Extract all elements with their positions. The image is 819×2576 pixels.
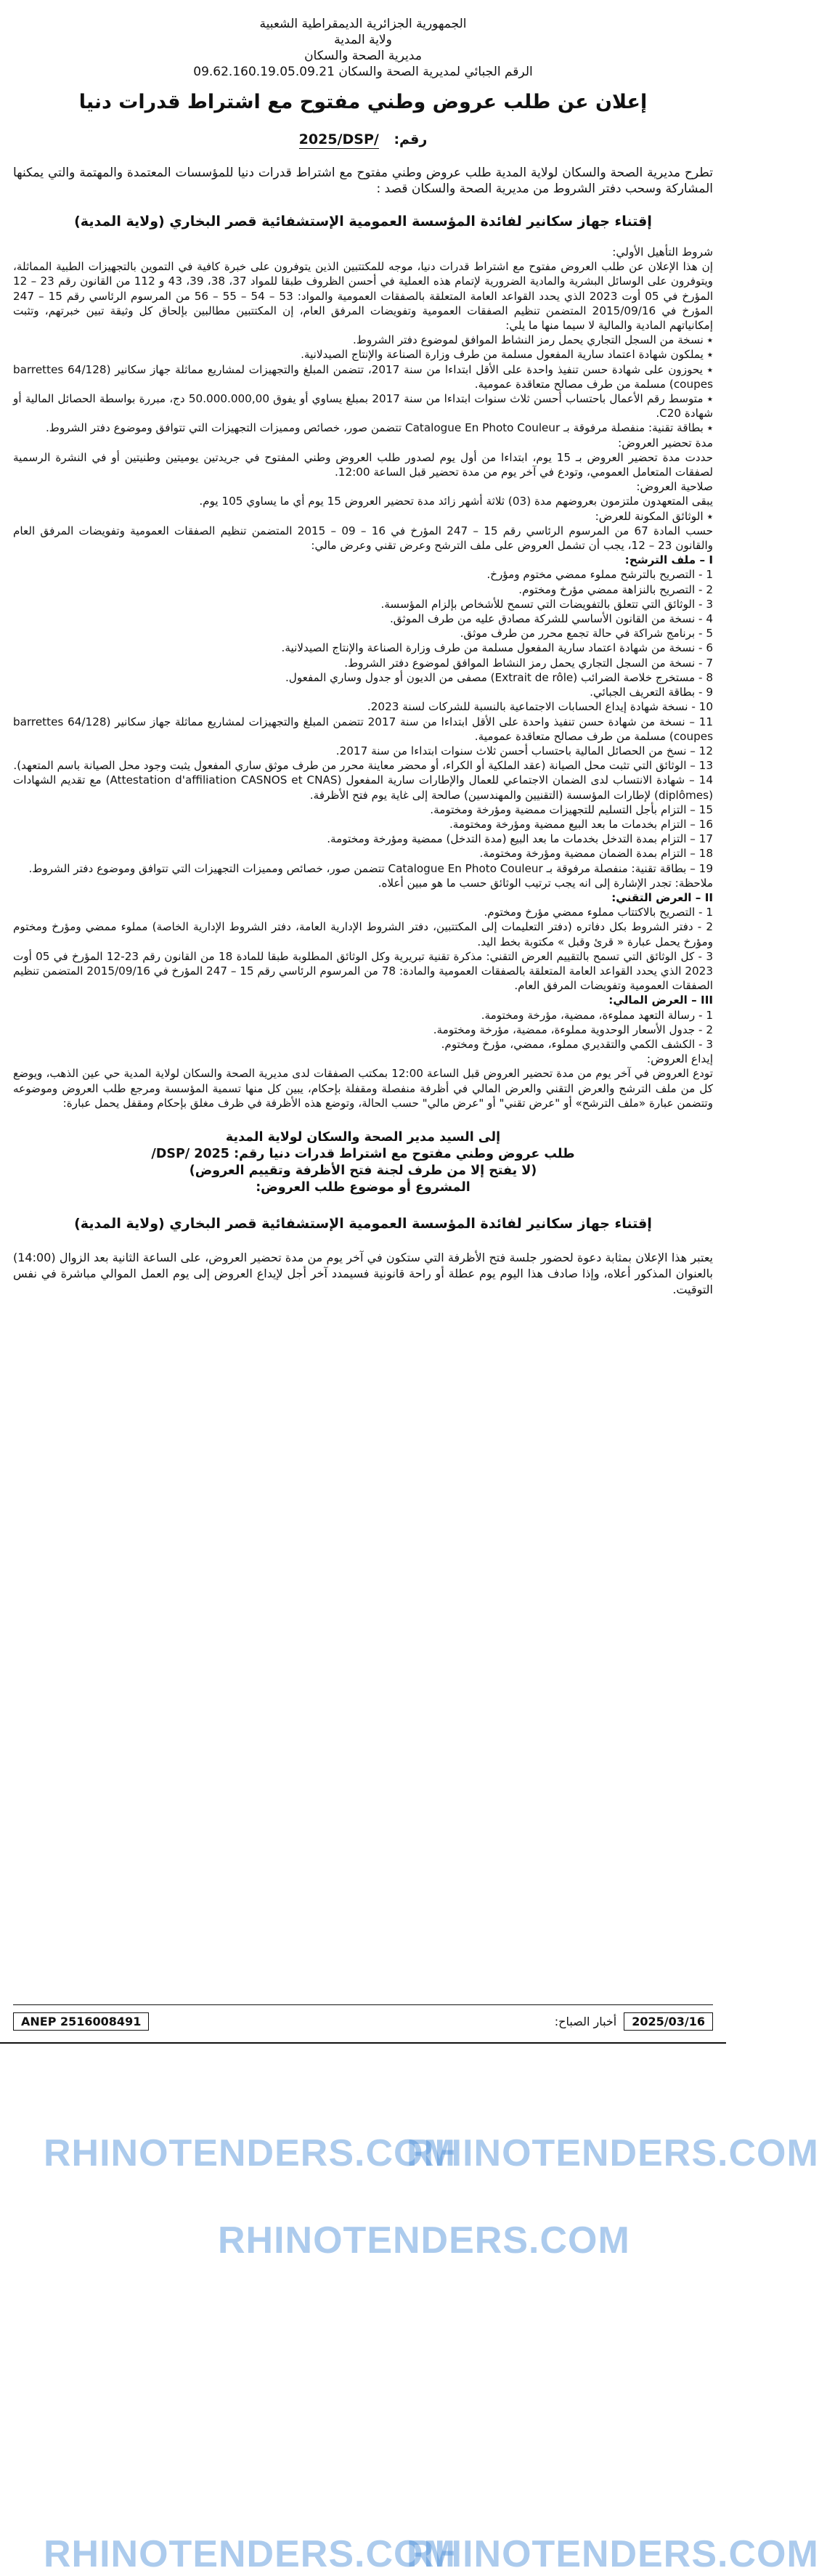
anep-number: ANEP 2516008491 — [13, 2012, 149, 2031]
publication-footer — [13, 2004, 713, 2037]
section-paragraph: 8 - مستخرج خلاصة الضرائب (Extrait de rôle) مصفى من الديون أو جدول وساري المفعول. — [285, 670, 713, 684]
section-paragraph: حسب المادة 67 من المرسوم الرئاسي رقم 15 – 247 المؤرخ في 16 – 09 – 2015 المتضمن تنظيم الصفقات العمومية وتفويضات المرفق العام والقانون 23 – 12، يجب أن تشمل العروض على ملف الترشح وعرض تقني وعرض مالي: — [13, 524, 714, 553]
intro-paragraph: تطرح مديرية الصحة والسكان لولاية المدية طلب عروض وطني مفتوح مع اشتراط قدرات دنيا للمؤسسات المعتمدة والمهتمة والتي يمكنها المشاركة وسحب دفتر الشروط من مديرية الصحة والسكان قصد : — [13, 166, 713, 196]
watermark-text: RHINOTENDERS.COM — [218, 2219, 630, 2262]
section-paragraph: 2 - جدول الأسعار الوحدوية مملوءة، ممضية، مؤرخة ومختومة. — [433, 1023, 713, 1036]
section-heading: ٭ الوثائق المكونة للعرض: — [595, 509, 713, 523]
section-paragraph: حددت مدة تحضير العروض بـ 15 يوم، ابتداءا من أول يوم لصدور طلب العروض وطني المفتوح في جريدتين يوميتين وطنيتين أو في النشرة الرسمية لصفقات المتعامل العمومي، وتودع في آخر يوم من مدة تحضير قبل الساعة 12:00. — [13, 450, 713, 479]
section-paragraph: 19 – بطاقة تقنية: منفصلة مرفوقة بـ Catalogue En Photo Couleur تتضمن صور، خصائص ومميزات التجهيزات التي تتوافق وموضوع دفتر الشروط. — [28, 861, 713, 875]
section-paragraph: ٭ بطاقة تقنية: منفصلة مرفوقة بـ Catalogue En Photo Couleur تتضمن صور، خصائص ومميزات التجهيزات التي تتوافق وموضوع دفتر الشروط. — [45, 421, 713, 435]
watermark-text: RHINOTENDERS.COM — [407, 2132, 819, 2174]
section-paragraph: 9 - بطاقة التعريف الجبائي. — [590, 686, 713, 699]
envelope-address — [13, 1129, 713, 1196]
section-paragraph: 2 - دفتر الشروط بكل دفاتره (دفتر التعليمات إلى المكتتبين، دفتر الشروط الإدارية العامة، دفتر الشروط الإدارية الخاصة) مملوء ممضي ومؤرخ ومختوم ومؤرخ يحمل عبارة « قرئ وقبل » مكتوبة بخط اليد. — [13, 920, 713, 948]
publication-date: 2025/03/16 — [624, 2012, 713, 2031]
notice-title: إعلان عن طلب عروض وطني مفتوح مع اشتراط قدرات دنيا — [78, 91, 648, 113]
section-paragraph: ملاحظة: تجدر الإشارة إلى انه يجب ترتيب الوثائق حسب ما هو مبين أعلاه. — [378, 876, 713, 890]
section-paragraph: 7 - نسخة من السجل التجاري يحمل رمز النشاط الموافق لموضوع دفتر الشروط. — [344, 656, 713, 670]
section-paragraph: 4 - نسخة من القانون الأساسي للشركة مصادق عليه من طرف الموثق. — [389, 612, 713, 626]
address-line-1: إلى السيد مدير الصحة والسكان لولاية المدية — [225, 1129, 501, 1145]
newspaper-name: أخبار الصباح: — [554, 2014, 617, 2028]
section-paragraph: ٭ يملكون شهادة اعتماد سارية المفعول مسلمة من طرف وزارة الصناعة والإنتاج الصيدلانية. — [301, 348, 713, 362]
section-paragraph: 2 - التصريح بالنزاهة ممضي مؤرخ ومختوم. — [518, 582, 713, 596]
issuer-header — [13, 16, 713, 80]
section-paragraph: يبقى المتعهدون ملتزمون بعروضهم مدة (03) ثلاثة أشهر زائد مدة تحضير العروض 15 يوم أي ما يساوي 105 يوم. — [199, 495, 713, 508]
section-paragraph: ٭ نسخة من السجل التجاري يحمل رمز النشاط الموافق لموضوع دفتر الشروط. — [352, 333, 713, 347]
section-heading: شروط التأهيل الأولي: — [612, 245, 713, 259]
section-paragraph: 11 – نسخة من شهادة حسن تنفيذ واحدة على الأقل ابتداءا من سنة 2017 تتضمن المبلغ والتجهيزات لمشاريع مماثلة جهاز سكانير (barrettes 64/128 coupes) مسلمة من طرف مصالح متعاقدة عمومية. — [13, 715, 714, 743]
section-paragraph: 3 - الكشف الكمي والتقديري مملوء، ممضي، مؤرخ ومختوم. — [441, 1037, 713, 1051]
watermark-text: RHINOTENDERS.COM — [44, 2132, 456, 2174]
watermark-text: RHINOTENDERS.COM — [44, 2532, 456, 2575]
section-paragraph: 6 - نسخة من شهادة اعتماد سارية المفعول مسلمة من طرف وزارة الصناعة والإنتاج الصيدلانية. — [281, 641, 713, 655]
section-paragraph: 3 - الوثائق التي تتعلق بالتفويضات التي تسمح للأشخاص بإلزام المؤسسة. — [380, 597, 713, 611]
notice-subject: إقتناء جهاز سكانير لفائدة المؤسسة العمومية الإستشفائية قصر البخاري (ولاية المدية) — [74, 214, 652, 229]
section-paragraph: تودع العروض في آخر يوم من مدة تحضير العروض قبل الساعة 12:00 بمكتب الصفقات لدى مديرية الصحة والسكان لولاية المدية حي عين الذهب، ويوضع كل من ملف الترشح والعرض التقني والعرض المالي في أظرفة منفصلة ومقفلة بإحكام، يبين كل منها تسمية المؤسسة ومرجع طلب العروض وموضوعه وتتضمن عبارة «ملف الترشح» أو "عرض تقني" أو "عرض مالي" حسب الحالة، وتوضع هذه الأظرفة في ظرف مغلق بإحكام ومقفل يحمل عبارة: — [13, 1067, 713, 1110]
watermark-text: RHINOTENDERS.COM — [407, 2532, 819, 2575]
bottom-rule — [0, 2042, 726, 2044]
address-line-4: المشروع أو موضوع طلب العروض: — [256, 1179, 470, 1195]
closing-paragraph: يعتبر هذا الإعلان بمثابة دعوة لحضور جلسة فتح الأظرفة التي ستكون في آخر يوم من مدة تحضير العروض، على الساعة الثانية بعد الزوال (14:00) بالعنوان المذكور أعلاه، وإذا صادف هذا اليوم يوم عطلة أو راحة قانونية فسيمدد آخر أجل لإيداع العروض إلى يوم العمل الموالي مباشرة في نفس التوقيت. — [13, 1250, 713, 1296]
section-paragraph: ٭ متوسط رقم الأعمال باحتساب أحسن ثلاث سنوات ابتداءا من سنة 2017 بمبلغ يساوي أو يفوق 50.000.000,00 دج، مبررة بواسطة الحصائل المالية أو شهادة C20. — [13, 392, 713, 420]
header-tax-number: الرقم الجبائي لمديرية الصحة والسكان 09.62.160.19.05.09.21 — [193, 65, 533, 79]
section-paragraph: 15 – التزام بأجل التسليم للتجهيزات ممضية ومؤرخة ومختومة. — [430, 803, 713, 816]
section-paragraph: ٭ يحوزون على شهادة حسن تنفيذ واحدة على الأقل ابتداءا من سنة 2017، تتضمن المبلغ والتجهيزات لمشاريع مماثلة جهاز سكانير (barrettes 64/128 coupes) مسلمة من طرف مصالح متعاقدة عمومية. — [13, 362, 713, 391]
section-heading: صلاحية العروض: — [636, 480, 713, 494]
reference-label: رقم: — [394, 131, 428, 147]
header-wilaya: ولاية المدية — [334, 33, 392, 47]
header-republic: الجمهورية الجزائرية الديمقراطية الشعبية — [259, 17, 467, 31]
section-heading: مدة تحضير العروض: — [618, 436, 713, 450]
address-line-2: طلب عروض وطني مفتوح مع اشتراط قدرات دنيا رقم: 2025 /DSP/ — [151, 1146, 575, 1161]
publication-source — [555, 2012, 713, 2031]
notice-body — [13, 245, 713, 1110]
section-paragraph: 1 - رسالة التعهد مملوءة، ممضية، مؤرخة ومختومة. — [481, 1008, 713, 1022]
section-paragraph: 1 - التصريح بالاكتتاب مملوء ممضي مؤرخ ومختوم. — [484, 906, 713, 919]
section-part-heading: III – العرض المالي: — [608, 994, 713, 1007]
reference-line — [13, 131, 713, 149]
section-paragraph: 5 - برنامج شراكة في حالة تجمع محرر من طرف موثق. — [460, 627, 713, 641]
header-directorate: مديرية الصحة والسكان — [304, 49, 422, 63]
section-paragraph: 14 – شهادة الانتساب لدى الضمان الاجتماعي للعمال والإطارات سارية المفعول (Attestation d'affiliation CASNOS et CNAS) مع تقديم الشهادات (diplômes) لإطارات المؤسسة (التقنيين والمهندسين) صالحة إلى غاية يوم فتح الأظرفة. — [13, 773, 713, 802]
section-paragraph: إن هذا الإعلان عن طلب العروض مفتوح مع اشتراط قدرات دنيا، موجه للمكتتبين الذين يتوفرون على خبرة كافية في التموين بالتجهيزات الطبية المماثلة، ويتوفرون على الوسائل البشرية والمادية الضرورية لإتمام هذه العملية في أحسن الظروف طبقا للمواد 37، 38، 39، 43 و 112 من القانون رقم 23 – 12 المؤرخ في 05 أوت 2023 الذي يحدد القواعد العامة المتعلقة بالصفقات العمومية والمواد: 53 – 54 – 55 – 56 من المرسوم الرئاسي رقم 15 – 247 المؤرخ في 2015/09/16 المتضمن تنظيم الصفقات العمومية وتفويضات المرفق العام، إن المكتتبين مطالبين بإلحاق كل وثيقة تبين خبرتهم، وتثبت إمكانياتهم المادية والمالية لا سيما منها ما يلي: — [13, 260, 714, 333]
notice-subject-repeat: إقتناء جهاز سكانير لفائدة المؤسسة العمومية الإستشفائية قصر البخاري (ولاية المدية) — [74, 1215, 652, 1232]
section-part-heading: II – العرض التقني: — [611, 890, 713, 904]
section-paragraph: 12 – نسخ من الحصائل المالية باحتساب أحسن ثلاث سنوات ابتداءا من سنة 2017. — [335, 744, 713, 757]
address-line-3: (لا يفتح إلا من طرف لجنة فتح الأظرفة وتقييم العروض) — [189, 1163, 537, 1178]
section-heading: إيداع العروض: — [646, 1052, 713, 1066]
section-paragraph: 17 – التزام بمدة التدخل بخدمات ما بعد البيع (مدة التدخل) ممضية ومؤرخة ومختومة. — [327, 832, 713, 846]
section-paragraph: 16 – التزام بخدمات ما بعد البيع ممضية ومؤرخة ومختومة. — [449, 817, 713, 831]
reference-number: 2025/DSP/ — [298, 131, 379, 147]
section-paragraph: 10 - نسخة شهادة إيداع الحسابات الاجتماعية بالنسبة للشركات لسنة 2023. — [367, 700, 713, 714]
section-paragraph: 1 - التصريح بالترشح مملوء ممضي مختوم ومؤرخ. — [486, 568, 713, 582]
section-paragraph: 13 – الوثائق التي تثبت محل الصيانة (عقد الملكية أو الكراء، أو محضر معاينة محرر من طرف موثق ساري المفعول يثبت وجود محل الصيانة باسم المتعهد). — [13, 759, 713, 773]
section-part-heading: I – ملف الترشح: — [624, 553, 713, 567]
section-paragraph: 18 – التزام بمدة الضمان ممضية ومؤرخة ومختومة. — [479, 847, 713, 861]
section-paragraph: 3 - كل الوثائق التي تسمح بالتقييم العرض التقني: مذكرة تقنية تبريرية وكل الوثائق المطلوبة طبقا للمادة 18 من القانون رقم 23-12 المؤرخ في 05 أوت 2023 الذي يحدد القواعد العامة المتعلقة بالصفقات العمومية والمادة: 78 من المرسوم الرئاسي رقم 15 – 247 المؤرخ في 2015/09/16 المتضمن تنظيم الصفقات العمومية وتفويضات المرفق العام. — [13, 949, 714, 993]
